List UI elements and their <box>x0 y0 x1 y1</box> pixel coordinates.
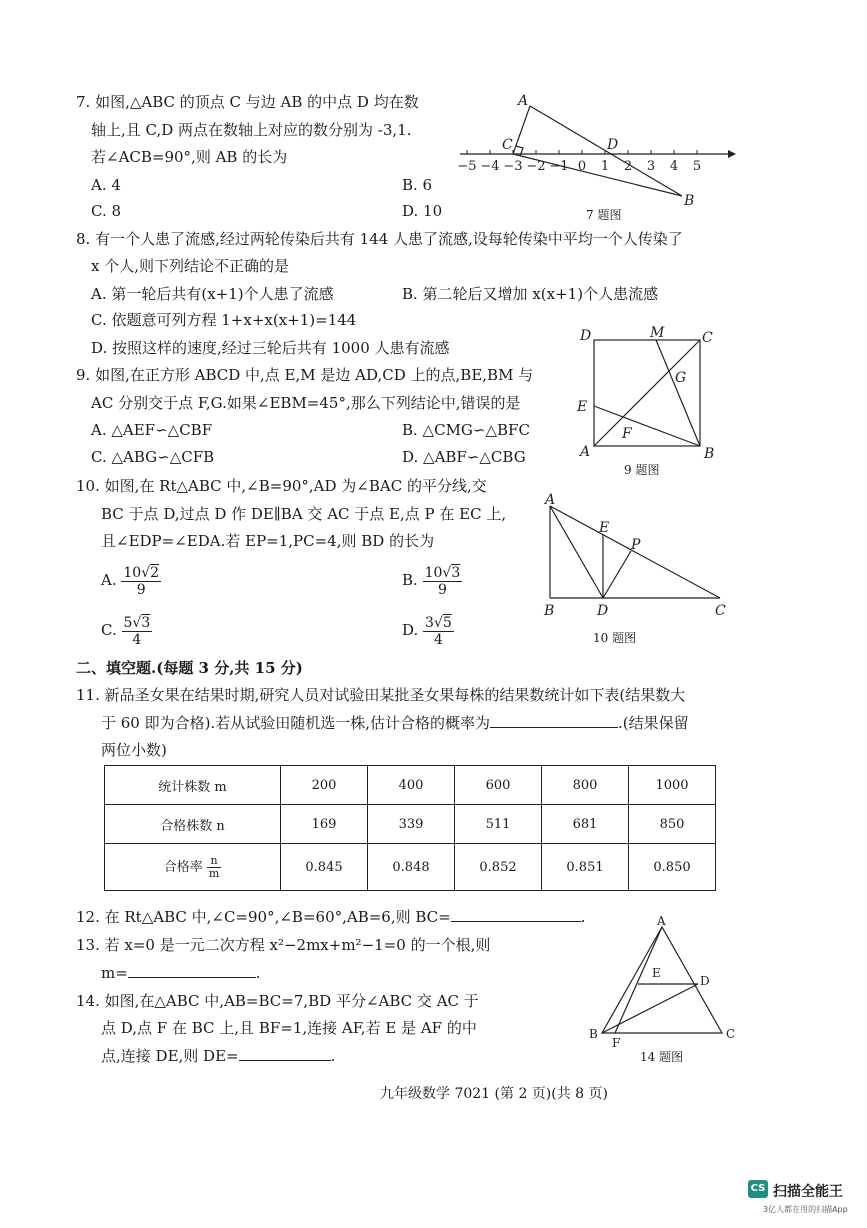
q9-option-a: A. △AEF∽△CBF <box>91 421 213 439</box>
svg-text:P: P <box>631 537 641 553</box>
q8-option-d: D. 按照这样的速度,经过三轮后共有 1000 人患有流感 <box>91 339 450 357</box>
scanner-app-slogan: 3亿人都在用的扫描App <box>763 1205 848 1214</box>
q13-line2: m= . <box>101 964 261 982</box>
scanner-app-name: 扫描全能王 <box>773 1184 843 1200</box>
scanner-logo-icon: CS <box>748 1180 768 1198</box>
svg-text:F: F <box>612 1036 621 1050</box>
q7-option-b: B. 6 <box>402 176 433 194</box>
svg-text:B: B <box>704 446 715 462</box>
svg-text:C: C <box>502 137 513 153</box>
q14-figure-caption: 14 题图 <box>640 1050 684 1064</box>
q8-line1: 8. 有一个人患了流感,经过两轮传染后共有 144 人患了流感,设每轮传染中平均一个人传染了 <box>76 230 683 248</box>
answer-blank <box>128 963 256 978</box>
q9-figure-caption: 9 题图 <box>624 463 660 477</box>
tick-label: −4 <box>480 159 500 174</box>
q7-line2: 轴上,且 C,D 两点在数轴上对应的数分别为 -3,1. <box>91 121 412 139</box>
q7-option-a: A. 4 <box>91 176 121 194</box>
q7-figure-caption: 7 题图 <box>586 208 622 222</box>
tick-label: −1 <box>549 159 569 174</box>
q9-option-d: D. △ABF∽△CBG <box>402 448 526 466</box>
tick-label: −3 <box>503 159 523 174</box>
q8-option-b: B. 第二轮后又增加 x(x+1)个人患流感 <box>402 285 659 303</box>
svg-text:C: C <box>702 330 713 346</box>
q11-line3: 两位小数) <box>101 741 167 759</box>
q14-line3: 点,连接 DE,则 DE= . <box>101 1047 336 1065</box>
table-row: 合格株数 n 169 339 511 681 850 <box>105 805 716 844</box>
svg-text:D: D <box>607 137 619 153</box>
svg-text:D: D <box>580 328 592 344</box>
svg-text:D: D <box>597 603 609 619</box>
q8-option-c: C. 依题意可列方程 1+x+x(x+1)=144 <box>91 311 357 329</box>
svg-text:D: D <box>700 974 710 988</box>
svg-text:E: E <box>652 966 661 980</box>
answer-blank <box>490 713 618 728</box>
q12-line: 12. 在 Rt△ABC 中,∠C=90°,∠B=60°,AB=6,则 BC= . <box>76 908 586 926</box>
tick-label: −5 <box>457 159 477 174</box>
q14-figure <box>580 915 745 1050</box>
tick-label: 4 <box>669 159 679 174</box>
section-title: 二、填空题.(每题 3 分,共 15 分) <box>76 659 303 677</box>
q10-line1: 10. 如图,在 Rt△ABC 中,∠B=90°,AD 为∠BAC 的平分线,交 <box>76 477 487 495</box>
q7-line1: 7. 如图,△ABC 的顶点 C 与边 AB 的中点 D 均在数 <box>76 93 419 111</box>
q7-option-c: C. 8 <box>91 202 122 220</box>
svg-text:A: A <box>657 915 666 928</box>
page-footer: 九年级数学 7021 (第 2 页)(共 8 页) <box>380 1086 608 1102</box>
q14-line2: 点 D,点 F 在 BC 上,且 BF=1,连接 AF,若 E 是 AF 的中 <box>101 1019 477 1037</box>
svg-text:A: A <box>545 492 556 508</box>
svg-text:A: A <box>518 93 529 109</box>
q8-option-a: A. 第一轮后共有(x+1)个人患了流感 <box>91 285 334 303</box>
q10-option-d: D. $\frac{3√5}{4}$ <box>402 614 452 648</box>
q9-line2: AC 分别交于点 F,G.如果∠EBM=45°,那么下列结论中,错误的是 <box>91 394 521 412</box>
table-row: 合格率 $\frac{n}{m}$ 0.845 0.848 0.852 0.851 0.850 <box>105 844 716 891</box>
q10-figure-caption: 10 题图 <box>593 631 637 645</box>
q9-option-b: B. △CMG∽△BFC <box>402 421 530 439</box>
q10-line3: 且∠EDP=∠EDA.若 EP=1,PC=4,则 BD 的长为 <box>101 532 435 550</box>
q11-line2: 于 60 即为合格).若从试验田随机选一株,估计合格的概率为 .(结果保留 <box>101 714 689 732</box>
svg-text:B: B <box>684 193 695 209</box>
table-row: 统计株数 m 200 400 600 800 1000 <box>105 766 716 805</box>
q7-line3: 若∠ACB=90°,则 AB 的长为 <box>91 148 288 166</box>
q11-stat-table <box>104 765 716 891</box>
q10-option-c: C. $\frac{5√3}{4}$ <box>101 614 151 648</box>
answer-blank <box>451 907 581 922</box>
svg-text:A: A <box>580 444 591 460</box>
tick-label: −2 <box>526 159 546 174</box>
q9-option-c: C. △ABG∽△CFB <box>91 448 215 466</box>
q7-option-d: D. 10 <box>402 202 443 220</box>
tick-label: 5 <box>692 159 702 174</box>
svg-text:B: B <box>589 1027 598 1041</box>
tick-label: 1 <box>600 159 610 174</box>
q11-line1: 11. 新品圣女果在结果时期,研究人员对试验田某批圣女果每株的结果数统计如下表(结果数大 <box>76 686 686 704</box>
q14-line1: 14. 如图,在△ABC 中,AB=BC=7,BD 平分∠ABC 交 AC 于 <box>76 992 479 1010</box>
q7-figure <box>450 88 740 223</box>
q10-option-b: B. $\frac{10√3}{9}$ <box>402 564 461 598</box>
tick-label: 2 <box>623 159 633 174</box>
svg-text:E: E <box>577 399 588 415</box>
tick-label: 3 <box>646 159 656 174</box>
q8-line2: x 个人,则下列结论不正确的是 <box>91 257 289 275</box>
svg-text:B: B <box>544 603 555 619</box>
answer-blank <box>239 1046 331 1061</box>
svg-text:C: C <box>726 1027 736 1041</box>
q10-option-a: A. $\frac{10√2}{9}$ <box>101 564 160 598</box>
svg-text:G: G <box>675 370 687 386</box>
q10-figure <box>535 488 735 623</box>
q9-figure <box>572 320 722 465</box>
svg-text:F: F <box>622 426 632 442</box>
q9-line1: 9. 如图,在正方形 ABCD 中,点 E,M 是边 AD,CD 上的点,BE,BM 与 <box>76 366 534 384</box>
tick-label: 0 <box>577 159 587 174</box>
svg-text:M: M <box>650 325 665 341</box>
svg-text:C: C <box>715 603 726 619</box>
svg-text:E: E <box>599 520 610 536</box>
q10-line2: BC 于点 D,过点 D 作 DE∥BA 交 AC 于点 E,点 P 在 EC 上, <box>101 505 507 523</box>
q13-line1: 13. 若 x=0 是一元二次方程 x²−2mx+m²−1=0 的一个根,则 <box>76 936 491 954</box>
